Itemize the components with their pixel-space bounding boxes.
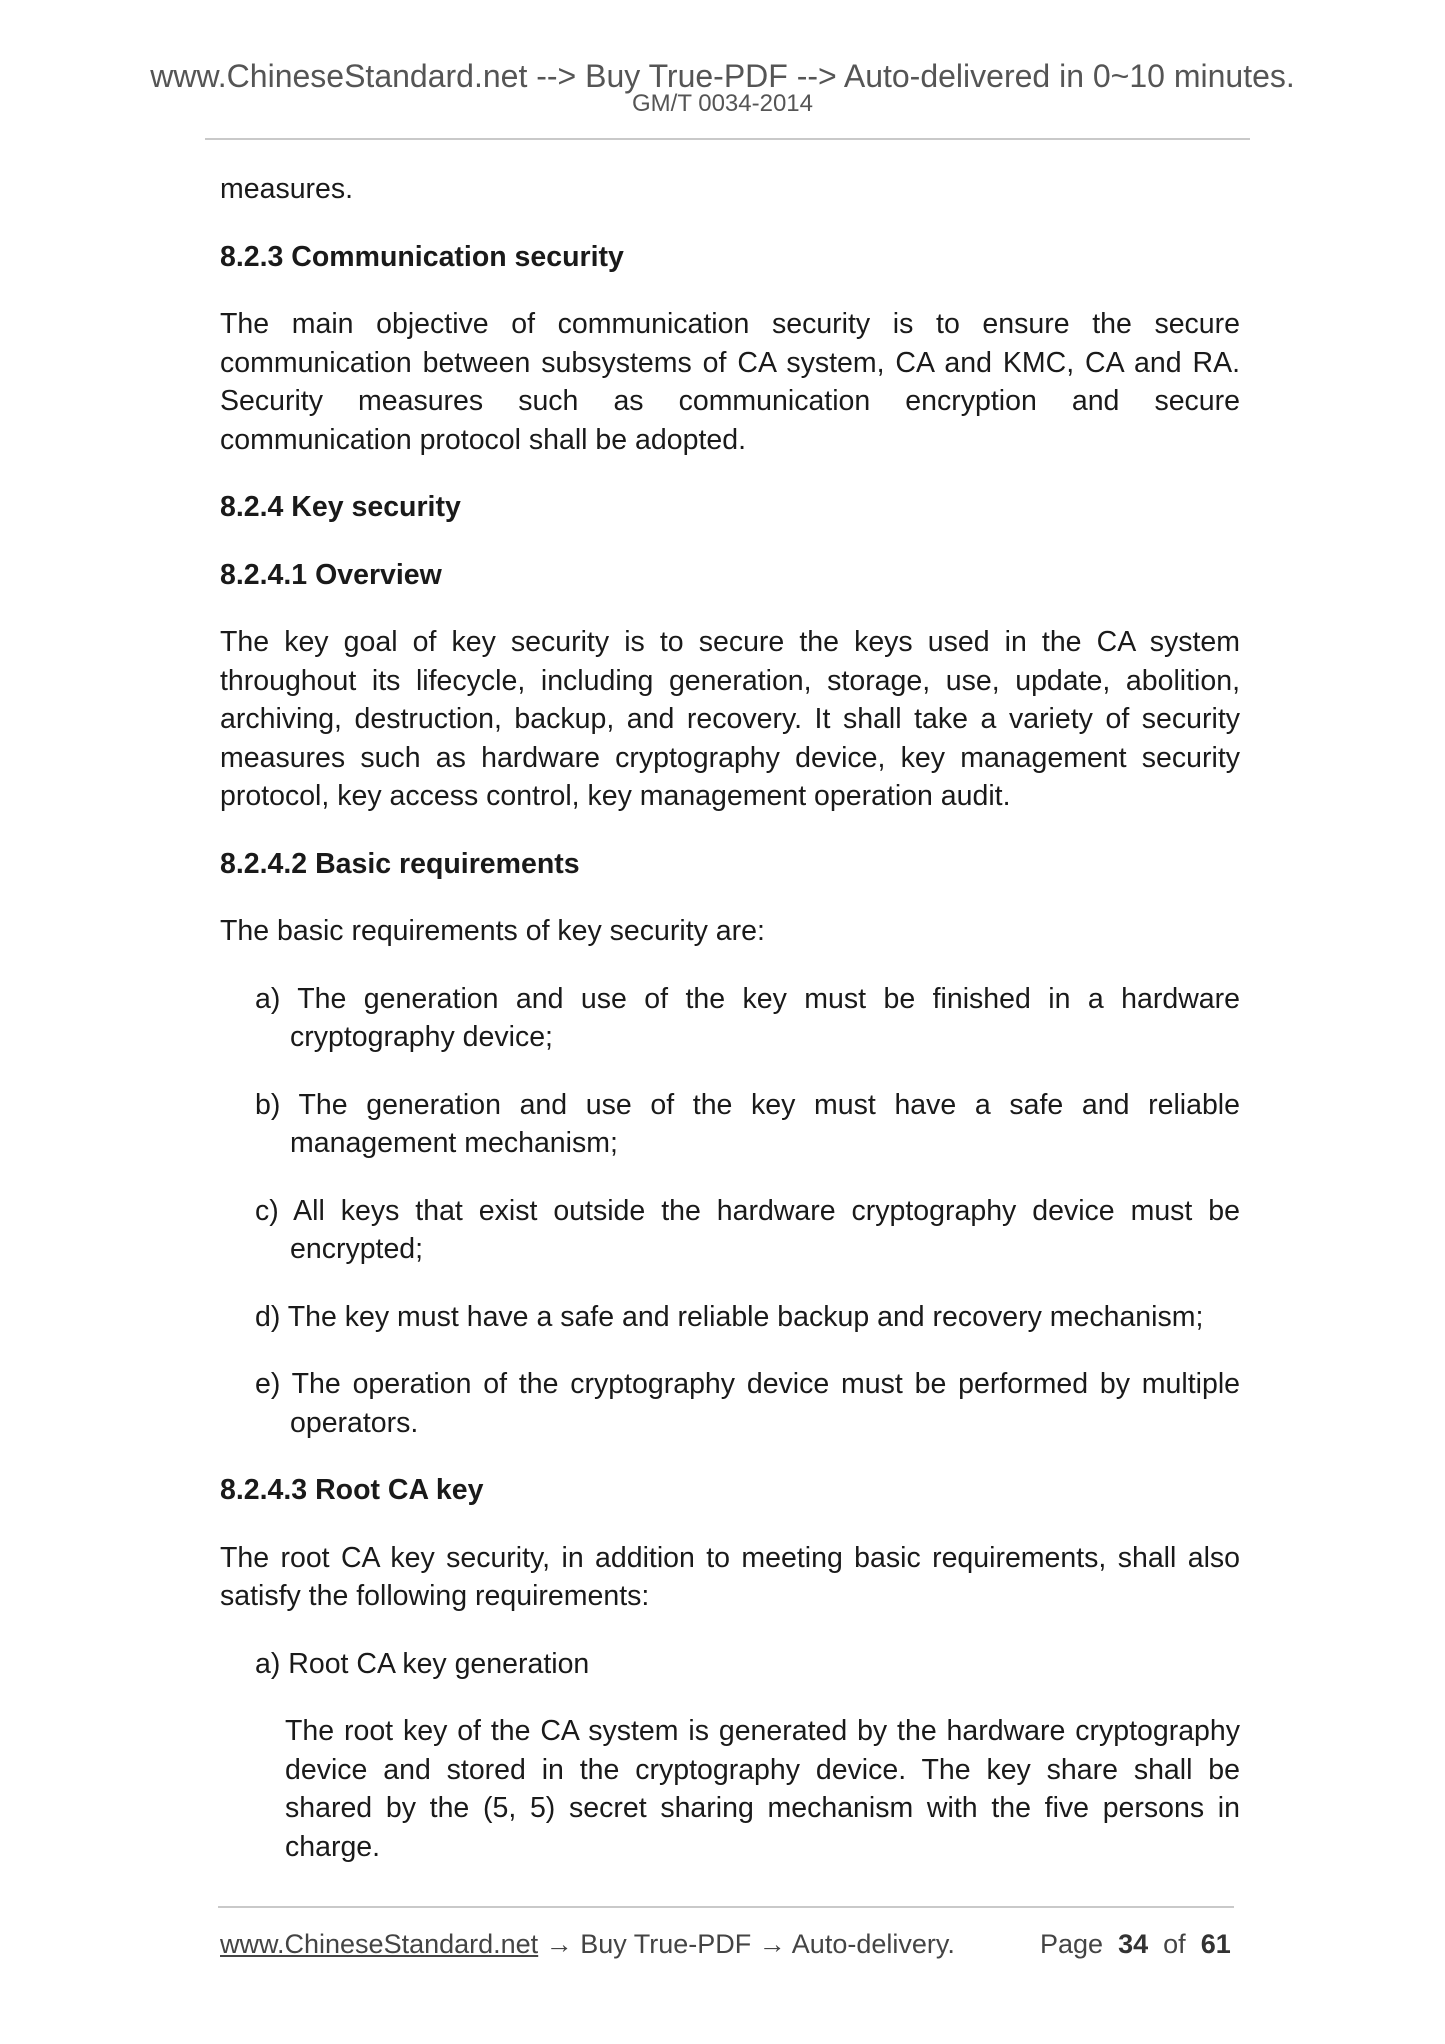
top-banner: www.ChineseStandard.net --> Buy True-PDF --> Auto-delivered in 0~10 minutes. [150, 58, 1295, 94]
list-item: c) All keys that exist outside the hardware cryptography device must be encrypted; [255, 1194, 1240, 1265]
root-ca-item-label: a) Root CA key generation [255, 1647, 590, 1680]
footer-divider [218, 1906, 1234, 1908]
requirements-list [220, 980, 1240, 1443]
section-8-2-4-2-intro: The basic requirements of key security are: [220, 915, 765, 947]
section-8-2-3-text: The main objective of communication security is to ensure the secure communication between subsystems of CA system, CA and KMC, CA and RA. Security measures such as communication encryption and secure communication protocol shall be adopted. [220, 308, 1240, 456]
section-8-2-4-2-heading: 8.2.4.2 Basic requirements [220, 847, 580, 880]
document-body [220, 170, 1240, 1866]
footer-delivery-text: Auto-delivery. [791, 1929, 955, 1959]
section-8-2-4-1-text: The key goal of key security is to secure the keys used in the CA system throughout its lifecycle, including generation, storage, use, update, abolition, archiving, destruction, backup, and recovery. It shall take a variety of security measures such as hardware cryptography device, key management security protocol, key access control, key management operation audit. [220, 626, 1240, 812]
footer-site-link[interactable]: www.ChineseStandard.net [220, 1929, 539, 1959]
list-item: a) The generation and use of the key must be finished in a hardware cryptography device; [255, 982, 1240, 1053]
section-8-2-4-3-heading: 8.2.4.3 Root CA key [220, 1474, 484, 1506]
footer-links [220, 1928, 955, 1960]
standard-id: GM/T 0034-2014 [632, 90, 813, 117]
of-label: of [1163, 1929, 1186, 1959]
arrow-icon: → [758, 1929, 786, 1959]
list-item: e) The operation of the cryptography device must be performed by multiple operators. [255, 1368, 1240, 1439]
lead-text: measures. [220, 173, 354, 205]
page-indicator [1040, 1928, 1231, 1960]
page-label: Page [1040, 1929, 1104, 1959]
arrow-icon: → [545, 1929, 573, 1959]
header-divider [205, 138, 1250, 140]
section-8-2-4-1-heading: 8.2.4.1 Overview [220, 558, 442, 591]
section-8-2-4-3-intro: The root CA key security, in addition to meeting basic requirements, shall also satisfy the following requirements: [220, 1541, 1240, 1612]
list-item: b) The generation and use of the key must have a safe and reliable management mechanism; [255, 1088, 1240, 1159]
section-8-2-4-heading: 8.2.4 Key security [220, 491, 461, 523]
total-pages: 61 [1200, 1929, 1231, 1959]
page-number: 34 [1118, 1929, 1149, 1959]
list-item: d) The key must have a safe and reliable backup and recovery mechanism; [255, 1300, 1204, 1333]
root-ca-item-text: The root key of the CA system is generated by the hardware cryptography device and stored in the cryptography device. The key share shall be shared by the (5, 5) secret sharing mechanism with the five persons in charge. [285, 1715, 1240, 1863]
section-8-2-3-heading: 8.2.3 Communication security [220, 240, 624, 273]
footer-buy-text: Buy True-PDF [580, 1929, 752, 1959]
